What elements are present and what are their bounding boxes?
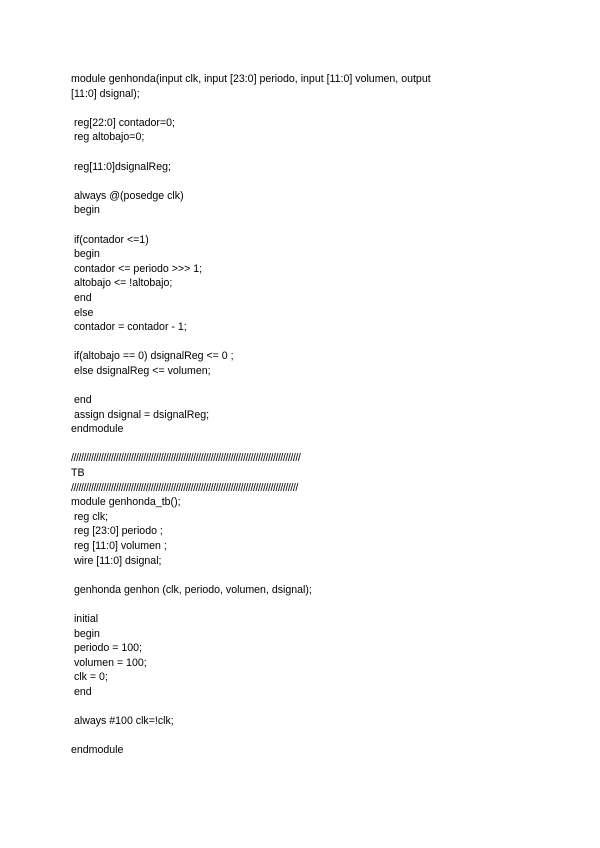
code-line: TB — [71, 467, 85, 480]
code-line: reg [11:0] volumen ; — [71, 540, 167, 552]
blank-line — [71, 729, 541, 744]
code-line: endmodule — [71, 744, 124, 757]
code-line: reg[22:0] contador=0; — [71, 116, 175, 129]
code-line: end — [71, 685, 92, 698]
blank-line — [71, 174, 541, 189]
code-line: end — [71, 291, 92, 304]
code-line: always @(posedge clk) — [71, 189, 184, 202]
code-line: contador <= periodo >>> 1; — [71, 262, 203, 275]
code-line: module genhonda_tb(); — [71, 496, 181, 509]
code-line: periodo = 100; — [71, 642, 142, 655]
code-line: altobajo <= !altobajo; — [71, 277, 173, 290]
blank-line — [71, 437, 541, 452]
blank-line — [71, 335, 541, 350]
code-line: clk = 0; — [71, 671, 108, 684]
code-line: volumen = 100; — [71, 656, 147, 669]
blank-line — [71, 101, 541, 116]
code-line: begin — [71, 248, 100, 261]
code-line: reg[11:0]dsignalReg; — [71, 160, 171, 173]
code-line: begin — [71, 627, 100, 640]
blank-line — [71, 378, 541, 393]
code-line: begin — [71, 204, 100, 217]
code-line: else — [71, 306, 94, 319]
code-line: if(contador <=1) — [71, 233, 149, 246]
code-line: initial — [71, 612, 99, 625]
code-listing — [71, 72, 541, 758]
code-line: if(altobajo == 0) dsignalReg <= 0 ; — [71, 350, 234, 363]
code-line: wire [11:0] dsignal; — [71, 554, 162, 567]
code-line: reg clk; — [71, 510, 109, 523]
code-line: [11:0] dsignal); — [71, 87, 140, 100]
code-line: module genhonda(input clk, input [23:0] periodo, input [11:0] volumen, output — [71, 73, 431, 85]
blank-line — [71, 568, 541, 583]
blank-line — [71, 700, 541, 715]
blank-line — [71, 218, 541, 233]
code-line: reg altobajo=0; — [71, 131, 145, 144]
code-line: always #100 clk=!clk; — [71, 715, 174, 728]
code-line: endmodule — [71, 423, 124, 436]
separator-line: //////////////////////////////////////////////////////////////////////////////////////////// — [71, 452, 301, 465]
blank-line — [71, 145, 541, 160]
code-line: reg [23:0] periodo ; — [71, 525, 163, 538]
code-line: end — [71, 394, 92, 407]
code-line: assign dsignal = dsignalReg; — [71, 408, 210, 421]
blank-line — [71, 597, 541, 612]
code-line: genhonda genhon (clk, periodo, volumen, dsignal); — [71, 583, 312, 596]
code-line: contador = contador - 1; — [71, 321, 187, 334]
code-line: else dsignalReg <= volumen; — [71, 364, 211, 377]
separator-line: /////////////////////////////////////////////////////////////////////////////////////////// — [71, 481, 298, 494]
